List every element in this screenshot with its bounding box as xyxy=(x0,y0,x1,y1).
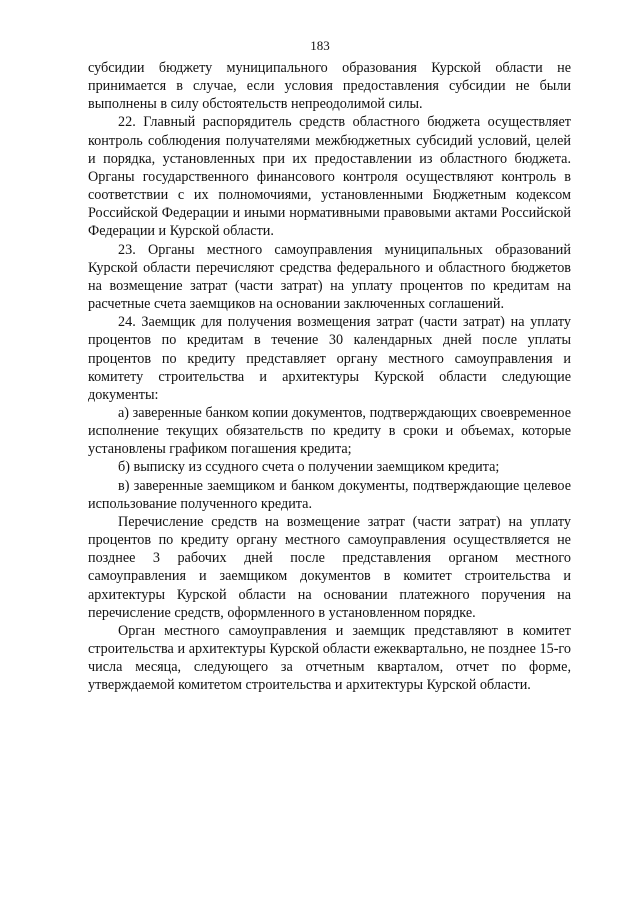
paragraph-transfer-terms: Перечисление средств на возмещение затрат (части затрат) на уплату процентов по кредиту органу местного самоуправления осуществляется не позднее 3 рабочих дней после представления органом местного самоуправления и заемщиком документов в комитет строительства и архитектуры Курской области на основании платежного поручения на перечисление средств, оформленного в установленном порядке. xyxy=(88,513,571,621)
paragraph-24-documents: 24. Заемщик для получения возмещения затрат (части затрат) на уплату процентов по кредитам в течение 30 календарных дней после уплаты процентов по кредиту представляет органу местного самоуправления и комитету строительства и архитектуры Курской области следующие документы: xyxy=(88,314,571,403)
document-body xyxy=(88,59,571,694)
paragraph-continuation: субсидии бюджету муниципального образования Курской области не принимается в случае, если условия предоставления субсидии не были выполнены в силу обстоятельств непреодолимой силы. xyxy=(88,60,571,113)
list-item-b: б) выписку из ссудного счета о получении заемщиком кредита; xyxy=(118,459,500,476)
paragraph-quarterly-report: Орган местного самоуправления и заемщик представляют в комитет строительства и архитектуры Курской области ежеквартально, не позднее 15-го числа месяца, следующего за отчетным кварталом, отчет по форме, утверждаемой комитетом строительства и архитектуры Курской области. xyxy=(88,622,571,694)
list-item-v: в) заверенные заемщиком и банком документы, подтверждающие целевое использование полученного кредита. xyxy=(88,477,571,512)
list-item-a: а) заверенные банком копии документов, подтверждающих своевременное исполнение текущих обязательств по кредиту в сроки и объемах, которые установлены графиком погашения кредита; xyxy=(88,404,571,458)
page-number: 183 xyxy=(310,38,330,53)
paragraph-23-transfer: 23. Органы местного самоуправления муниципальных образований Курской области перечисляют средства федерального и областного бюджетов на возмещение затрат (части затрат) на уплату процентов по кредитам на расчетные счета заемщиков на основании заключенных соглашений. xyxy=(88,241,571,313)
paragraph-22-control: 22. Главный распорядитель средств областного бюджета осуществляет контроль соблюдения получателями межбюджетных субсидий условий, целей и порядка, установленных при их предоставлении из областного бюджета. Органы государственного финансового контроля осуществляют контроль в соответствии с их полномочиями, установленными Бюджетным кодексом Российской Федерации и иными нормативными правовыми актами Российской Федерации и Курской области. xyxy=(88,114,571,240)
